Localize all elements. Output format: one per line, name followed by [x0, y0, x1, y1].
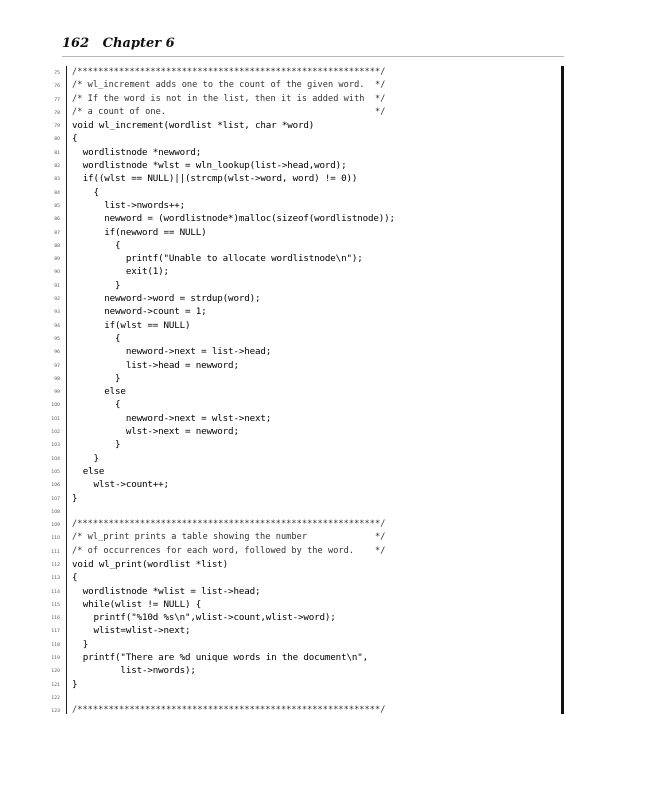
line-number: 115: [51, 602, 60, 608]
code-text: list->head = newword;: [72, 359, 239, 371]
code-line: [0, 319, 649, 332]
code-comment-text: /* of occurrences for each word, followed by the word. */: [72, 545, 386, 556]
line-number: 94: [54, 323, 60, 329]
code-line: [0, 292, 649, 305]
code-line: [0, 106, 649, 119]
header-rule: [62, 56, 564, 57]
line-number: 82: [54, 164, 60, 170]
line-number: 105: [51, 469, 60, 475]
code-comment-text: /* wl_print prints a table showing the number */: [72, 532, 386, 543]
line-number: 87: [54, 230, 60, 236]
code-line: [0, 558, 649, 571]
code-line: [0, 226, 649, 239]
line-number: 106: [51, 483, 60, 489]
code-text: if(wlst == NULL): [72, 319, 191, 331]
code-line: [0, 239, 649, 252]
line-number: 104: [51, 456, 60, 462]
line-number: 119: [51, 656, 60, 662]
code-line: [0, 265, 649, 278]
code-text: else: [72, 465, 105, 477]
code-line: [0, 452, 649, 465]
code-text: }: [72, 452, 99, 464]
code-text: while(wlist != NULL) {: [72, 598, 202, 610]
code-text: {: [72, 186, 99, 198]
line-number: 96: [54, 350, 60, 356]
code-line: [0, 651, 649, 664]
code-text: {: [72, 332, 121, 344]
code-line: [0, 624, 649, 637]
code-line: [0, 598, 649, 611]
code-line: [0, 132, 649, 145]
line-number: 116: [51, 616, 60, 622]
code-comment-text: /**********************************************************/: [72, 67, 386, 77]
code-text: printf("%10d %s\n",wlist->count,wlist->word);: [72, 612, 336, 624]
line-number: 77: [54, 97, 60, 103]
code-text: if((wlst == NULL)||(strcmp(wlst->word, word) != 0)): [72, 173, 358, 185]
code-line: [0, 664, 649, 677]
code-line: [0, 93, 649, 106]
line-number: 100: [51, 403, 60, 409]
line-number: 122: [51, 695, 60, 701]
line-number: 75: [54, 71, 60, 76]
code-line: [0, 678, 649, 691]
code-line: [0, 66, 649, 79]
code-line: [0, 372, 649, 385]
code-line: [0, 638, 649, 651]
code-line: [0, 305, 649, 318]
code-text: }: [72, 492, 78, 504]
line-number: 111: [51, 549, 60, 555]
code-text: printf("There are %d unique words in the document\n",: [72, 652, 368, 664]
code-line: [0, 159, 649, 172]
code-text: }: [72, 638, 89, 650]
code-text: newword->next = wlst->next;: [72, 412, 272, 424]
code-line: [0, 79, 649, 92]
code-line: [0, 146, 649, 159]
code-listing: [0, 66, 649, 718]
line-number: 113: [51, 576, 60, 582]
line-number: 80: [54, 137, 60, 143]
code-line: [0, 438, 649, 451]
code-line: [0, 279, 649, 292]
line-number: 89: [54, 257, 60, 263]
line-number: 112: [51, 562, 60, 568]
code-text: newword->word = strdup(word);: [72, 293, 261, 305]
code-line: [0, 691, 649, 704]
code-line: [0, 518, 649, 531]
code-text: }: [72, 439, 121, 451]
line-number: 78: [54, 110, 60, 116]
code-comment-text: /**********************************************************/: [72, 705, 386, 716]
code-line: [0, 585, 649, 598]
line-number: 120: [51, 669, 60, 675]
line-number: 118: [51, 642, 60, 648]
line-number: 88: [54, 243, 60, 249]
code-text: list->nwords);: [72, 665, 196, 677]
code-text: newword = (wordlistnode*)malloc(sizeof(wordlistnode));: [72, 213, 395, 225]
code-text: newword->count = 1;: [72, 306, 207, 318]
code-line: [0, 478, 649, 491]
code-text: {: [72, 133, 78, 145]
code-line: [0, 385, 649, 398]
code-line: [0, 345, 649, 358]
line-number: 109: [51, 523, 60, 529]
code-text: }: [72, 678, 78, 690]
line-number: 92: [54, 297, 60, 303]
code-line: [0, 252, 649, 265]
code-comment-text: /* wl_increment adds one to the count of the given word. */: [72, 80, 386, 91]
line-number: 117: [51, 629, 60, 635]
code-line: [0, 531, 649, 544]
code-text: exit(1);: [72, 266, 169, 278]
line-number: 108: [51, 509, 60, 515]
line-number: 95: [54, 336, 60, 342]
page-number: 162: [62, 36, 90, 51]
code-line: [0, 186, 649, 199]
line-number: 81: [54, 150, 60, 156]
line-number: 79: [54, 124, 60, 130]
line-number: 85: [54, 203, 60, 209]
line-number: 86: [54, 217, 60, 223]
code-text: list->nwords++;: [72, 199, 186, 211]
code-line: [0, 199, 649, 212]
code-line: [0, 412, 649, 425]
code-text: printf("Unable to allocate wordlistnode\n");: [72, 253, 363, 265]
line-number: 90: [54, 270, 60, 276]
code-comment-text: /**********************************************************/: [72, 519, 386, 530]
line-number: 110: [51, 536, 60, 542]
line-number: 91: [54, 283, 60, 289]
code-text: {: [72, 239, 121, 251]
code-line: [0, 611, 649, 624]
code-text: newword->next = list->head;: [72, 346, 272, 358]
code-line: [0, 172, 649, 185]
code-line: [0, 359, 649, 372]
code-line: [0, 492, 649, 505]
code-text: wlst->count++;: [72, 479, 169, 491]
code-text: wlst->next = newword;: [72, 426, 239, 438]
code-line: [0, 119, 649, 132]
line-number: 84: [54, 190, 60, 196]
code-text: void wl_print(wordlist *list): [72, 558, 229, 570]
line-number: 102: [51, 430, 60, 436]
code-line: [0, 704, 649, 717]
code-text: else: [72, 386, 126, 398]
line-number: 97: [54, 363, 60, 369]
code-text: if(newword == NULL): [72, 226, 207, 238]
line-number: 98: [54, 376, 60, 382]
line-number: 76: [54, 84, 60, 90]
code-text: }: [72, 279, 121, 291]
code-line: [0, 571, 649, 584]
code-comment-text: /* a count of one. */: [72, 106, 386, 117]
line-number: 83: [54, 177, 60, 183]
code-line: [0, 398, 649, 411]
code-text: wordlistnode *wlist = list->head;: [72, 585, 261, 597]
line-number: 107: [51, 496, 60, 502]
line-number: 93: [54, 310, 60, 316]
line-number: 101: [51, 416, 60, 422]
code-line: [0, 212, 649, 225]
code-text: }: [72, 372, 121, 384]
code-line: [0, 425, 649, 438]
code-text: wordlistnode *newword;: [72, 146, 202, 158]
line-number: 114: [51, 589, 60, 595]
line-number: 99: [54, 390, 60, 396]
line-number: 121: [51, 682, 60, 688]
code-line: [0, 465, 649, 478]
code-line: [0, 505, 649, 518]
code-text: void wl_increment(wordlist *list, char *word): [72, 120, 315, 132]
line-number: 123: [51, 709, 60, 715]
code-text: wlist=wlist->next;: [72, 625, 191, 637]
code-line: [0, 332, 649, 345]
line-number: 103: [51, 443, 60, 449]
chapter-title: Chapter 6: [102, 36, 175, 51]
code-line: [0, 545, 649, 558]
page-header: [62, 36, 175, 51]
code-text: wordlistnode *wlst = wln_lookup(list->head,word);: [72, 160, 347, 172]
code-comment-text: /* If the word is not in the list, then it is added with */: [72, 93, 386, 104]
code-text: {: [72, 399, 121, 411]
code-text: {: [72, 572, 78, 584]
